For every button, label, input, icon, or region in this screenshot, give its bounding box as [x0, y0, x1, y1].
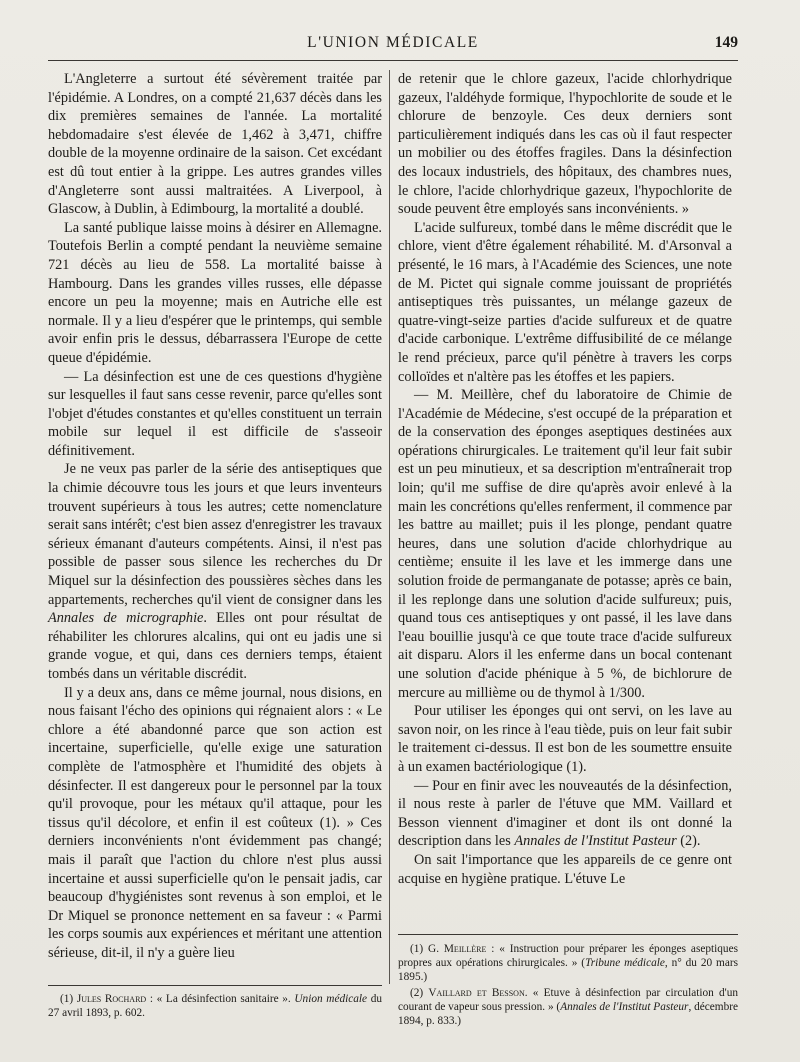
footnote [398, 942, 738, 984]
text-run: . Elles ont pour résultat de réhabiliter les chlorures alcalins, qui ont eu jadis une si grande vogue, et qui, dans ces derniers temps, étaient tombés dans un véritable discrédit. [48, 610, 382, 682]
paragraph-etuve-importance: On sait l'importance que les appareils de ce genre ont acquise en hygiène pratique. L'étuve Le [398, 851, 732, 887]
column-divider [389, 70, 390, 984]
footnote-number: (2) [410, 987, 429, 999]
paragraph-antiseptics [48, 460, 382, 683]
left-column [48, 70, 382, 963]
footnote-rule-left [48, 985, 382, 986]
footnote-author: Meillère [443, 943, 487, 955]
footnote-text: : « Instruction pour préparer les éponges aseptiques propres aux opérations chirurgicales. » ( [398, 943, 738, 969]
footnote-journal: Union médicale [294, 993, 368, 1005]
paragraph-chlorine-cont: de retenir que le chlore gazeux, l'acide chlorhydrique gazeux, l'aldéhyde formique, l'hypochlorite de soude et le chlorure de benzoyle. Ces deux derniers sont particulièrement indiqués dans les cas où il faut respecter un mobilier ou des étoffes fragiles. Dans la désinfection des locaux industriels, des hôpitaux, des chambres nues, le chlore, l'acide chlorhydrique gazeux, l'hypochlorite de soude peuvent être employés sans inconvénients. » [398, 71, 732, 218]
footnote-author: Vaillard et Besson [428, 987, 525, 999]
footnotes-left [48, 992, 382, 1022]
footnote-rule-right [398, 934, 738, 935]
paragraph-etuve [398, 777, 732, 851]
paragraph-sulfurous-acid: L'acide sulfureux, tombé dans le même discrédit que le chlore, vient d'être également réhabilité. M. d'Arsonval a présenté, le 16 mars, à l'Académie des Sciences, une note de M. Pictet qui signale comme jouissant de propriétés antiseptiques très puissantes, un mélange gazeux de quatre-vingt-seize parties d'acide sulfureux et de quatre d'acide carbonique. L'extrême diffusibilité de ce mélange le rend précieux, parce qu'il pénètre à travers les corps colloïdes et n'altère pas les étoffes et les papiers. [398, 219, 732, 385]
page-header [48, 34, 738, 54]
footnote-journal: Annales de l'Institut Pasteur [560, 1001, 689, 1013]
paragraph-germany: La santé publique laisse moins à désirer en Allemagne. Toutefois Berlin a compté pendant la neuvième semaine 721 décès au lieu de 558. La mortalité baisse à Hambourg. Dans les grandes villes russes, elle dépasse encore un peu la moyenne; mais en Autriche elle est normale. Il y a lieu d'espérer que le printemps, qui semble avoir enfin pris le dessus, débarrassera l'Europe de cette queue d'épidémie. [48, 219, 382, 366]
footnote-number: (1) G. [410, 943, 444, 955]
right-column [398, 70, 732, 888]
footnote [48, 992, 382, 1020]
text-run: — Pour en finir avec les nouveautés de la désinfection, il nous reste à parler de l'étuve que MM. Vaillard et Besson viennent d'imaginer et dont ils ont donné la description dans les [398, 777, 732, 850]
footnote-text: du 27 avril 1893, p. 602. [48, 993, 383, 1019]
footnote-text: : « La désinfection sanitaire ». [146, 993, 295, 1005]
text-run: Je ne veux pas parler de la série des antiseptiques que la chimie découvre tous les jours et que leurs inventeurs trouvent supérieurs à tous les autres; cette nomenclature serait sans intérêt; c'est bien assez d'enregistrer les travaux sérieux émanant d'auteurs compétents. Ainsi, il n'est pas possible de passer sous silence les recherches du Dr Miquel sur la désinfection des poussières sèches dans les appartements, recherches qu'il vient de consigner dans les [48, 461, 382, 608]
running-title: L'UNION MÉDICALE [307, 34, 479, 51]
journal-title: Annales de l'Institut Pasteur [514, 833, 677, 850]
paragraph-england: L'Angleterre a surtout été sévèrement traitée par l'épidémie. A Londres, on a compté 21,637 décès dans les dix premières semaines de l'année. La mortalité hebdomadaire s'est élevée de 1,462 à 3,471, chiffre double de la moyenne ordinaire de la saison. Cet excédant est dû tout entier à la grippe. Les autres grandes villes d'Angleterre sont aussi maltraitées. A Liverpool, à Glascow, à Dublin, à Edimbourg, la mortalité a doublé. [48, 71, 382, 218]
footnotes-right [398, 942, 738, 1030]
footnote-journal: Tribune médicale [585, 957, 665, 969]
footnote [398, 986, 738, 1028]
journal-title: Annales de micrographie [48, 610, 204, 627]
paragraph-sponges: — M. Meillère, chef du laboratoire de Chimie de l'Académie de Médecine, s'est occupé de la préparation et de la conservation des éponges aseptiques destinées aux opérations chirurgicales. Le traitement qu'il leur fait subir est un peu minutieux, et sa description m'entraînerait trop loin; qu'il me suffise de dire qu'après avoir enlevé à la main les concrétions qu'elles renferment, il commence par les battre au maillet; puis il les plonge, pendant quatre heures, dans une solution d'acide chlorhydrique au centième; ensuite il les lave et les immerge dans une solution froide de permanganate de potasse; après ce bain, il les replonge dans une solution d'acide sulfureux; puis, quand tous ces antiseptiques y ont passé, il les lave dans l'eau bouillie jusqu'à ce que toute trace d'acide sulfureux ait disparu. Alors il les enferme dans un bocal contenant une solution d'acide phénique à 5 %, de bichlorure de mercure au millième ou de thymol à 1/300. [398, 387, 732, 701]
footnote-text: , décembre 1894, p. 833.) [398, 1001, 739, 1027]
footnote-number: (1) [60, 993, 77, 1005]
paragraph-chlorine: Il y a deux ans, dans ce même journal, nous disions, en nous faisant l'écho des opinions qui régnaient alors : « Le chlore a été abandonné parce que son action est incertaine, superficielle, qu'elle exige une saturation complète de l'atmosphère et l'humidité des objets à désinfecter. Il est dangereux pour le personnel par la toux qu'il provoque, pour les métaux qu'il attaque, pour les tissus qu'il décolore, et enfin il est coûteux (1). » Ces derniers inconvénients n'ont évidemment pas changé; mais il paraît que l'action du chlore n'est plus aussi incertaine et aussi superficielle qu'on le pensait jadis, car beaucoup d'hygiénistes sont revenus à son emploi, et le Dr Miquel se prononce nettement en sa faveur : « Parmi les corps soumis aux expériences et méritant une attention sérieuse, dit-il, il n'y a guère lieu [48, 684, 382, 961]
footnote-text: , n° du 20 mars 1895.) [398, 957, 738, 983]
footnote-text: . « Etuve à désinfection par circulation d'un courant de vapeur sous pression. » ( [398, 987, 738, 1013]
header-rule [48, 60, 738, 61]
paragraph-sponges-reuse: Pour utiliser les éponges qui ont servi, on les lave au savon noir, on les rince à l'eau tiède, puis on leur fait subir le traitement ci-dessus. Il est bon de les soumettre ensuite à un examen bactériologique (1). [398, 703, 732, 775]
paragraph-disinfection-intro: — La désinfection est une de ces questions d'hygiène sur lesquelles il faut sans cesse revenir, parce qu'elles sont l'objet d'études constantes et qu'elles constituent un terrain mobile sur lequel il est difficile de s'asseoir définitivement. [48, 368, 382, 459]
page-number: 149 [714, 34, 738, 51]
footnote-author: Jules Rochard [76, 993, 147, 1005]
text-run: (2). [676, 833, 701, 850]
